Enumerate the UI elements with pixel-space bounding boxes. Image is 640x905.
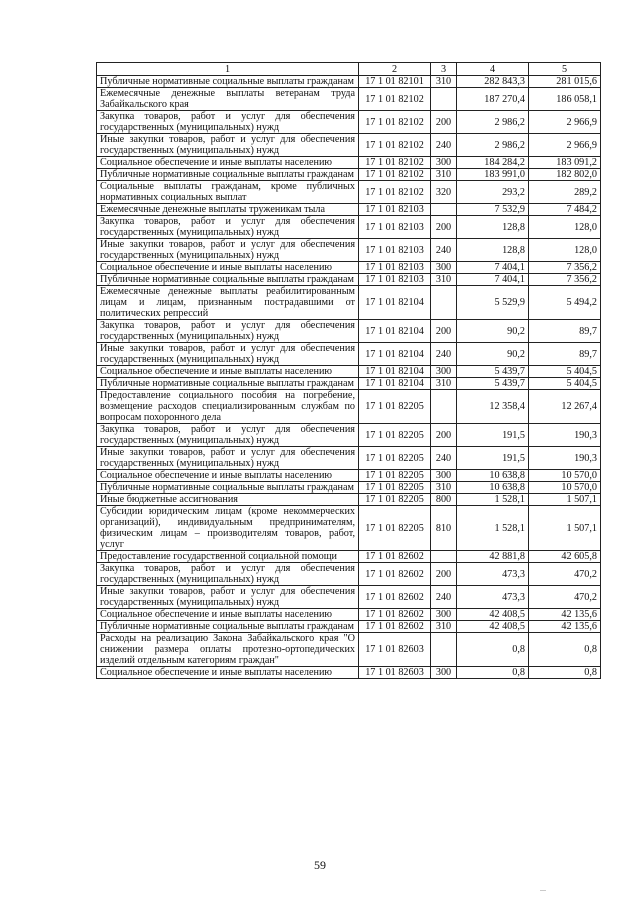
row-value-year1-cell: 1 528,1 — [457, 494, 529, 506]
row-type-cell: 310 — [431, 76, 457, 88]
row-value-year1-cell: 7 532,9 — [457, 204, 529, 216]
row-name-cell: Социальное обеспечение и иные выплаты населению — [97, 366, 359, 378]
row-value-year1-cell: 42 881,8 — [457, 551, 529, 563]
row-value-year2-cell: 2 966,9 — [529, 111, 601, 134]
table-row — [97, 181, 601, 204]
row-name-cell: Публичные нормативные социальные выплаты гражданам — [97, 482, 359, 494]
row-value-year2-cell: 12 267,4 — [529, 390, 601, 424]
table-body — [97, 76, 601, 679]
row-value-year1-cell: 2 986,2 — [457, 134, 529, 157]
row-type-cell: 310 — [431, 621, 457, 633]
table-row — [97, 88, 601, 111]
row-name-cell: Закупка товаров, работ и услуг для обеспечения государственных (муниципальных) нужд — [97, 111, 359, 134]
row-value-year1-cell: 7 404,1 — [457, 262, 529, 274]
row-name-cell: Публичные нормативные социальные выплаты гражданам — [97, 378, 359, 390]
row-value-year2-cell: 5 404,5 — [529, 366, 601, 378]
table-row — [97, 470, 601, 482]
row-value-year1-cell: 90,2 — [457, 343, 529, 366]
row-value-year1-cell: 12 358,4 — [457, 390, 529, 424]
row-type-cell: 300 — [431, 609, 457, 621]
table-row — [97, 551, 601, 563]
row-type-cell: 200 — [431, 216, 457, 239]
row-value-year2-cell: 1 507,1 — [529, 506, 601, 551]
row-name-cell: Иные закупки товаров, работ и услуг для обеспечения государственных (муниципальных) нужд — [97, 586, 359, 609]
row-code-cell: 17 1 01 82205 — [359, 447, 431, 470]
row-name-cell: Публичные нормативные социальные выплаты гражданам — [97, 169, 359, 181]
table-row — [97, 447, 601, 470]
row-value-year2-cell: 183 091,2 — [529, 157, 601, 169]
row-code-cell: 17 1 01 82104 — [359, 378, 431, 390]
row-code-cell: 17 1 01 82104 — [359, 320, 431, 343]
row-code-cell: 17 1 01 82102 — [359, 169, 431, 181]
row-name-cell: Иные закупки товаров, работ и услуг для обеспечения государственных (муниципальных) нужд — [97, 134, 359, 157]
row-value-year1-cell: 184 284,2 — [457, 157, 529, 169]
row-value-year2-cell: 89,7 — [529, 343, 601, 366]
row-type-cell — [431, 286, 457, 320]
table-row — [97, 343, 601, 366]
row-value-year1-cell: 90,2 — [457, 320, 529, 343]
row-value-year2-cell: 190,3 — [529, 447, 601, 470]
row-type-cell: 200 — [431, 320, 457, 343]
row-code-cell: 17 1 01 82205 — [359, 482, 431, 494]
row-name-cell: Иные закупки товаров, работ и услуг для обеспечения государственных (муниципальных) нужд — [97, 239, 359, 262]
row-name-cell: Социальное обеспечение и иные выплаты населению — [97, 667, 359, 679]
row-code-cell: 17 1 01 82101 — [359, 76, 431, 88]
row-name-cell: Предоставление социального пособия на погребение, возмещение расходов специализированным службам по вопросам похоронного дела — [97, 390, 359, 424]
row-code-cell: 17 1 01 82205 — [359, 494, 431, 506]
row-type-cell: 300 — [431, 366, 457, 378]
row-name-cell: Публичные нормативные социальные выплаты гражданам — [97, 76, 359, 88]
row-value-year2-cell: 7 356,2 — [529, 262, 601, 274]
row-code-cell: 17 1 01 82205 — [359, 470, 431, 482]
row-value-year1-cell: 7 404,1 — [457, 274, 529, 286]
row-code-cell: 17 1 01 82602 — [359, 563, 431, 586]
row-name-cell: Предоставление государственной социальной помощи — [97, 551, 359, 563]
row-code-cell: 17 1 01 82103 — [359, 262, 431, 274]
row-type-cell: 200 — [431, 424, 457, 447]
scan-mark: ... — [540, 884, 546, 893]
row-type-cell: 240 — [431, 134, 457, 157]
row-type-cell: 240 — [431, 239, 457, 262]
row-value-year1-cell: 5 439,7 — [457, 366, 529, 378]
row-name-cell: Социальные выплаты гражданам, кроме публичных нормативных социальных выплат — [97, 181, 359, 204]
row-code-cell: 17 1 01 82205 — [359, 424, 431, 447]
row-value-year1-cell: 42 408,5 — [457, 621, 529, 633]
row-type-cell: 310 — [431, 378, 457, 390]
row-value-year2-cell: 5 494,2 — [529, 286, 601, 320]
row-name-cell: Расходы на реализацию Закона Забайкальского края "О снижении размера оплаты протезно-ортопедических изделий отдельным категориям граждан" — [97, 633, 359, 667]
column-header-2: 2 — [359, 63, 431, 76]
row-code-cell: 17 1 01 82602 — [359, 586, 431, 609]
row-type-cell — [431, 390, 457, 424]
table-row — [97, 111, 601, 134]
row-value-year2-cell: 5 404,5 — [529, 378, 601, 390]
row-code-cell: 17 1 01 82602 — [359, 609, 431, 621]
column-header-3: 3 — [431, 63, 457, 76]
row-value-year1-cell: 1 528,1 — [457, 506, 529, 551]
row-code-cell: 17 1 01 82602 — [359, 621, 431, 633]
table-row — [97, 424, 601, 447]
row-code-cell: 17 1 01 82102 — [359, 134, 431, 157]
table-row — [97, 390, 601, 424]
table-row — [97, 320, 601, 343]
row-value-year1-cell: 2 986,2 — [457, 111, 529, 134]
row-name-cell: Иные бюджетные ассигнования — [97, 494, 359, 506]
row-code-cell: 17 1 01 82104 — [359, 366, 431, 378]
table-row — [97, 76, 601, 88]
row-code-cell: 17 1 01 82102 — [359, 88, 431, 111]
row-value-year1-cell: 293,2 — [457, 181, 529, 204]
row-code-cell: 17 1 01 82104 — [359, 286, 431, 320]
row-value-year2-cell: 128,0 — [529, 239, 601, 262]
row-type-cell: 200 — [431, 563, 457, 586]
row-value-year1-cell: 10 638,8 — [457, 482, 529, 494]
table-row — [97, 216, 601, 239]
row-value-year1-cell: 0,8 — [457, 667, 529, 679]
row-value-year2-cell: 42 135,6 — [529, 621, 601, 633]
row-value-year2-cell: 289,2 — [529, 181, 601, 204]
row-type-cell: 310 — [431, 169, 457, 181]
row-code-cell: 17 1 01 82603 — [359, 667, 431, 679]
table-row — [97, 366, 601, 378]
row-value-year2-cell: 1 507,1 — [529, 494, 601, 506]
row-value-year1-cell: 5 439,7 — [457, 378, 529, 390]
row-type-cell: 300 — [431, 157, 457, 169]
row-value-year2-cell: 42 605,8 — [529, 551, 601, 563]
table-row — [97, 157, 601, 169]
row-type-cell: 320 — [431, 181, 457, 204]
row-code-cell: 17 1 01 82103 — [359, 239, 431, 262]
row-code-cell: 17 1 01 82104 — [359, 343, 431, 366]
table-row — [97, 239, 601, 262]
row-value-year2-cell: 470,2 — [529, 563, 601, 586]
row-value-year2-cell: 7 484,2 — [529, 204, 601, 216]
row-type-cell — [431, 204, 457, 216]
row-name-cell: Субсидии юридическим лицам (кроме некоммерческих организаций), индивидуальным предпринимателям, физическим лицам – производителям товаров, работ, услуг — [97, 506, 359, 551]
table-row — [97, 667, 601, 679]
table-row — [97, 633, 601, 667]
row-type-cell: 240 — [431, 447, 457, 470]
row-name-cell: Иные закупки товаров, работ и услуг для обеспечения государственных (муниципальных) нужд — [97, 343, 359, 366]
table-row — [97, 169, 601, 181]
row-value-year2-cell: 186 058,1 — [529, 88, 601, 111]
row-value-year1-cell: 191,5 — [457, 447, 529, 470]
table-row — [97, 134, 601, 157]
row-value-year2-cell: 281 015,6 — [529, 76, 601, 88]
row-code-cell: 17 1 01 82103 — [359, 216, 431, 239]
row-value-year1-cell: 473,3 — [457, 563, 529, 586]
budget-table — [96, 62, 601, 679]
row-code-cell: 17 1 01 82603 — [359, 633, 431, 667]
table-header-row — [97, 63, 601, 76]
row-value-year1-cell: 187 270,4 — [457, 88, 529, 111]
row-name-cell: Социальное обеспечение и иные выплаты населению — [97, 470, 359, 482]
row-type-cell: 240 — [431, 343, 457, 366]
row-value-year2-cell: 10 570,0 — [529, 482, 601, 494]
table-row — [97, 609, 601, 621]
row-type-cell: 240 — [431, 586, 457, 609]
table-row — [97, 494, 601, 506]
row-value-year1-cell: 10 638,8 — [457, 470, 529, 482]
row-value-year2-cell: 470,2 — [529, 586, 601, 609]
row-value-year2-cell: 190,3 — [529, 424, 601, 447]
row-code-cell: 17 1 01 82103 — [359, 274, 431, 286]
table-row — [97, 621, 601, 633]
column-header-4: 4 — [457, 63, 529, 76]
row-name-cell: Иные закупки товаров, работ и услуг для обеспечения государственных (муниципальных) нужд — [97, 447, 359, 470]
row-name-cell: Социальное обеспечение и иные выплаты населению — [97, 609, 359, 621]
row-value-year2-cell: 0,8 — [529, 633, 601, 667]
row-code-cell: 17 1 01 82102 — [359, 111, 431, 134]
table-row — [97, 286, 601, 320]
row-value-year1-cell: 473,3 — [457, 586, 529, 609]
row-type-cell: 310 — [431, 274, 457, 286]
table-row — [97, 563, 601, 586]
row-name-cell: Закупка товаров, работ и услуг для обеспечения государственных (муниципальных) нужд — [97, 320, 359, 343]
table-row — [97, 262, 601, 274]
row-code-cell: 17 1 01 82205 — [359, 390, 431, 424]
row-type-cell: 300 — [431, 667, 457, 679]
row-type-cell: 300 — [431, 470, 457, 482]
row-value-year2-cell: 89,7 — [529, 320, 601, 343]
page-number: 59 — [314, 858, 326, 872]
row-value-year2-cell: 128,0 — [529, 216, 601, 239]
row-type-cell: 810 — [431, 506, 457, 551]
row-value-year1-cell: 128,8 — [457, 239, 529, 262]
row-value-year2-cell: 42 135,6 — [529, 609, 601, 621]
row-code-cell: 17 1 01 82205 — [359, 506, 431, 551]
row-type-cell — [431, 633, 457, 667]
row-value-year1-cell: 5 529,9 — [457, 286, 529, 320]
row-name-cell: Закупка товаров, работ и услуг для обеспечения государственных (муниципальных) нужд — [97, 216, 359, 239]
row-code-cell: 17 1 01 82103 — [359, 204, 431, 216]
table-row — [97, 482, 601, 494]
row-value-year1-cell: 191,5 — [457, 424, 529, 447]
column-header-5: 5 — [529, 63, 601, 76]
row-value-year2-cell: 7 356,2 — [529, 274, 601, 286]
row-name-cell: Публичные нормативные социальные выплаты гражданам — [97, 621, 359, 633]
table-row — [97, 204, 601, 216]
row-code-cell: 17 1 01 82602 — [359, 551, 431, 563]
row-name-cell: Публичные нормативные социальные выплаты гражданам — [97, 274, 359, 286]
row-type-cell: 310 — [431, 482, 457, 494]
row-value-year1-cell: 42 408,5 — [457, 609, 529, 621]
row-name-cell: Социальное обеспечение и иные выплаты населению — [97, 262, 359, 274]
row-value-year2-cell: 182 802,0 — [529, 169, 601, 181]
row-value-year1-cell: 0,8 — [457, 633, 529, 667]
row-type-cell — [431, 88, 457, 111]
row-value-year1-cell: 128,8 — [457, 216, 529, 239]
row-value-year1-cell: 282 843,3 — [457, 76, 529, 88]
row-value-year2-cell: 2 966,9 — [529, 134, 601, 157]
row-name-cell: Социальное обеспечение и иные выплаты населению — [97, 157, 359, 169]
row-name-cell: Ежемесячные денежные выплаты труженикам тыла — [97, 204, 359, 216]
row-code-cell: 17 1 01 82102 — [359, 181, 431, 204]
table-row — [97, 586, 601, 609]
row-type-cell — [431, 551, 457, 563]
table-row — [97, 274, 601, 286]
row-code-cell: 17 1 01 82102 — [359, 157, 431, 169]
row-name-cell: Ежемесячные денежные выплаты ветеранам труда Забайкальского края — [97, 88, 359, 111]
row-value-year1-cell: 183 991,0 — [457, 169, 529, 181]
table-row — [97, 378, 601, 390]
column-header-1: 1 — [97, 63, 359, 76]
row-type-cell: 200 — [431, 111, 457, 134]
row-type-cell: 800 — [431, 494, 457, 506]
table-row — [97, 506, 601, 551]
row-name-cell: Ежемесячные денежные выплаты реабилитированным лицам и лицам, признанным пострадавшими от политических репрессий — [97, 286, 359, 320]
row-type-cell: 300 — [431, 262, 457, 274]
row-value-year2-cell: 10 570,0 — [529, 470, 601, 482]
row-name-cell: Закупка товаров, работ и услуг для обеспечения государственных (муниципальных) нужд — [97, 424, 359, 447]
row-name-cell: Закупка товаров, работ и услуг для обеспечения государственных (муниципальных) нужд — [97, 563, 359, 586]
row-value-year2-cell: 0,8 — [529, 667, 601, 679]
